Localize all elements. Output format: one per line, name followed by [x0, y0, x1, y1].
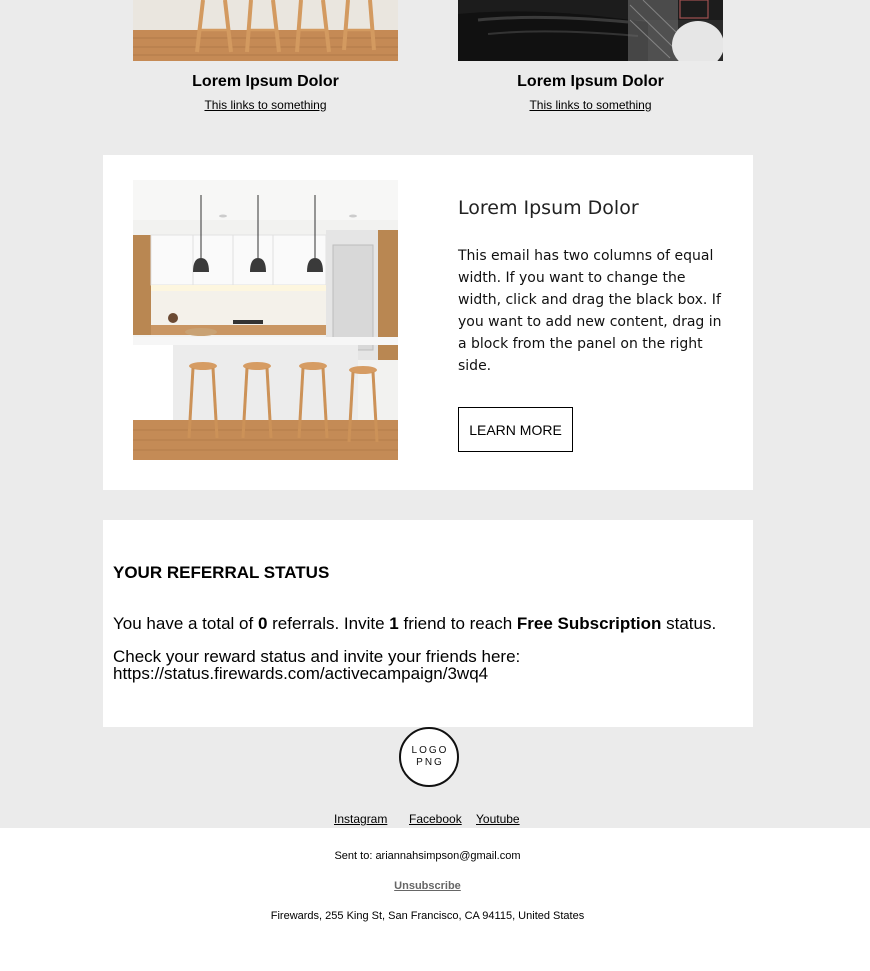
referral-check-label: Check your reward status and invite your friends here: — [113, 647, 521, 666]
sent-to-text: Sent to: ariannahsimpson@gmail.com — [334, 850, 521, 862]
referral-status-url[interactable]: https://status.firewards.com/activecampaign/3wq4 — [113, 664, 489, 683]
invite-count: 1 — [389, 614, 399, 633]
referral-count: 0 — [257, 614, 268, 633]
referral-text: referrals. Invite — [267, 614, 390, 633]
feature-image[interactable] — [133, 180, 398, 460]
tile-link[interactable]: This links to something — [204, 98, 327, 112]
tile-image-kitchen[interactable] — [133, 0, 398, 61]
feature-card — [103, 155, 753, 490]
referral-card — [103, 520, 753, 727]
referral-check-text — [113, 648, 520, 682]
feature-heading: Lorem Ipsum Dolor — [458, 197, 639, 219]
tile-image-bedroom[interactable] — [458, 0, 723, 61]
youtube-link[interactable]: Youtube — [476, 812, 520, 826]
instagram-link[interactable]: Instagram — [334, 812, 388, 826]
referral-text: You have a total of — [113, 614, 258, 633]
logo-text-line1: LOGO — [411, 745, 449, 756]
referral-status-line — [113, 614, 716, 634]
tile-title: Lorem Ipsum Dolor — [192, 73, 339, 90]
tile-title: Lorem Ipsum Dolor — [517, 73, 664, 90]
learn-more-button[interactable]: LEARN MORE — [458, 407, 573, 452]
feature-body-text: This email has two columns of equal width. If you want to change the width, click and drag the black box. If you want to add new content, drag in a block from the panel on the right side. — [458, 248, 722, 374]
referral-title: YOUR REFERRAL STATUS — [113, 563, 330, 582]
referral-text: status. — [661, 614, 717, 633]
company-address: Firewards, 255 King St, San Francisco, CA 94115, United States — [270, 910, 585, 922]
referral-text: friend to reach — [398, 614, 517, 633]
tile-link[interactable]: This links to something — [529, 98, 652, 112]
logo — [399, 727, 459, 787]
facebook-link[interactable]: Facebook — [409, 812, 462, 826]
logo-text-line2: PNG — [416, 757, 444, 768]
reward-tier: Free Subscription — [516, 614, 662, 633]
unsubscribe-link[interactable]: Unsubscribe — [394, 880, 461, 892]
